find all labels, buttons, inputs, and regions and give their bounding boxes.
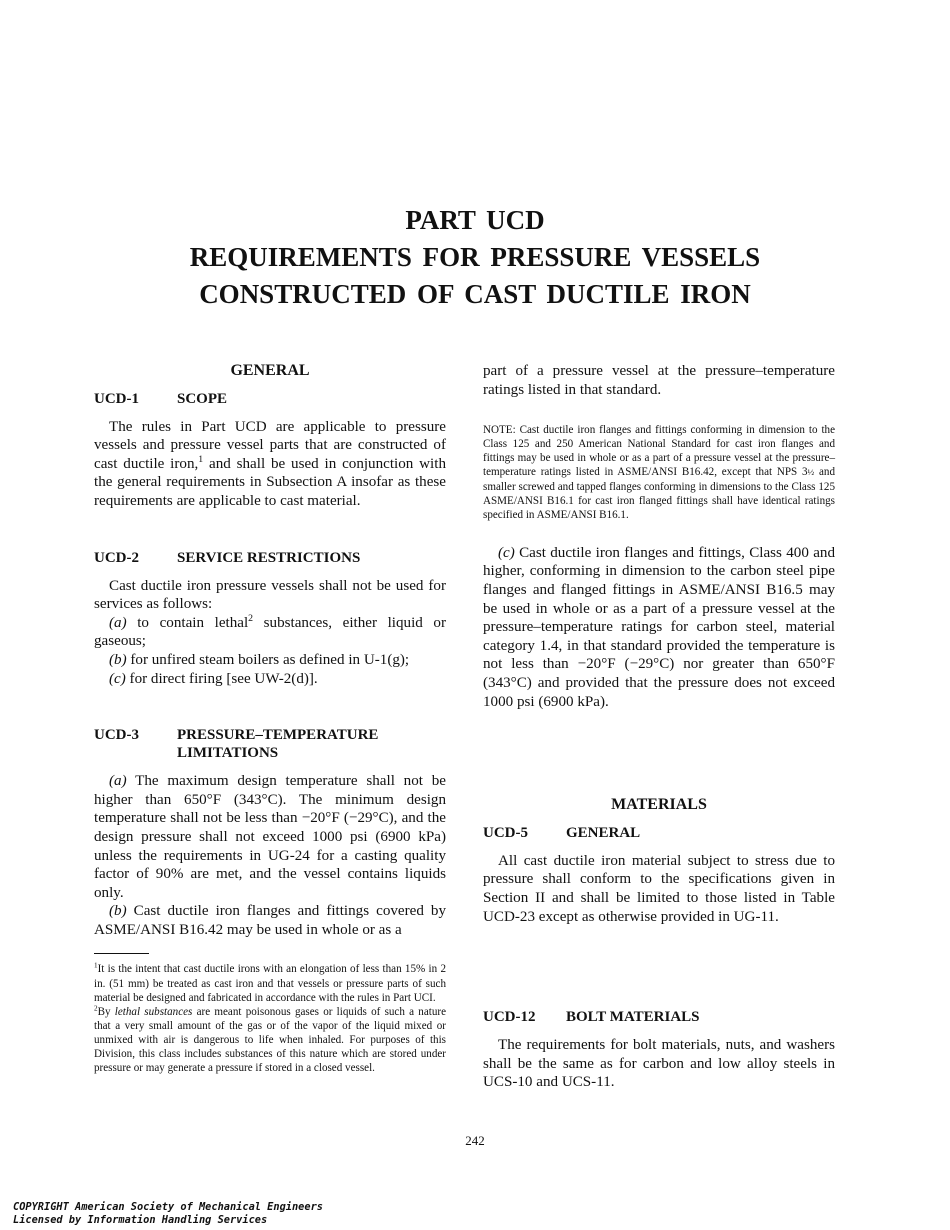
item-c-text: Cast ductile iron flanges and fittings, Class 400 and higher, conforming in dimension to the carbon steel pipe flanges and flanged fittings in ASME/ANSI B16.5 may be used in whole or as a part of a pressure vessel at the pressure–temperature ratings for carbon steel, material category 1.4, in that standard provided the temperature is not less than −20°F (−29°C) nor greater than 650°F (343°C) and provided that the pressure does not exceed 1000 psi (6900 kPa). xyxy=(483,544,835,710)
footnote-2-number: 2 xyxy=(94,1004,98,1013)
copyright-line-2: Licensed by Information Handling Services xyxy=(13,1214,268,1226)
ucd2-heading xyxy=(94,549,446,567)
ucd3-a-text: The maximum design temperature shall not be higher than 650°F (343°C). The minimum design temperature shall not be less than −20°F (−29°C), and the design pressure shall not exceed 1000 psi (6900 kPa) unless the requirements in UG-24 for a casting quality factor of 90% are met, and the vessel contains liquids only. xyxy=(94,773,446,901)
ucd5-paragraph: All cast ductile iron material subject to stress due to pressure shall conform to the specifications given in Section II and shall be limited to those listed in Table UCD-23 except as otherwise provided in UG-11. xyxy=(483,852,835,925)
right-column xyxy=(483,362,835,1092)
footnote-1-text: It is the intent that cast ductile irons with an elongation of less than 15% in 2 in. (51 mm) be treated as cast iron and that vessels or pressure parts of such material be designed and fabricated in accordance with the rules in Part UCI. xyxy=(94,963,446,1004)
ucd3-title-1: PRESSURE–TEMPERATURE xyxy=(177,727,379,744)
ucd2-a-text-2: substances, either liquid or gaseous; xyxy=(94,614,447,650)
ucd3-b-label: (b) xyxy=(109,903,127,920)
ucd12-title: BOLT MATERIALS xyxy=(566,1009,700,1026)
ucd2-a-label: (a) xyxy=(109,614,127,631)
ucd2-a-text-1: to contain lethal xyxy=(126,614,249,631)
continued-paragraph: part of a pressure vessel at the pressure–temperature ratings listed in that standard. xyxy=(483,363,835,398)
footnote-rule xyxy=(94,953,149,954)
ucd3-item-b xyxy=(94,902,446,939)
ucd5-number: UCD-5 xyxy=(483,824,528,841)
ucd12-paragraph: The requirements for bolt materials, nuts, and washers shall be the same as for carbon and low alloy steels in UCS-10 and UCS-11. xyxy=(483,1037,835,1091)
ucd12-heading xyxy=(483,1008,835,1026)
ucd12-number: UCD-12 xyxy=(483,1009,536,1026)
ucd1-title: SCOPE xyxy=(177,390,228,407)
page-title xyxy=(0,202,950,313)
ucd2-c-label: (c) xyxy=(109,670,126,687)
ucd2-item-b xyxy=(94,651,446,670)
ucd3-number: UCD-3 xyxy=(94,727,139,744)
page-number: 242 xyxy=(465,1133,485,1148)
copyright-notice xyxy=(13,1201,323,1227)
footnote-2 xyxy=(94,1005,446,1075)
footnote-ref-2: 2 xyxy=(248,612,254,624)
general-heading: GENERAL xyxy=(230,362,310,379)
copyright-line-1: COPYRIGHT American Society of Mechanical Engineers xyxy=(13,1201,323,1213)
footnote-1-number: 1 xyxy=(94,961,98,970)
ucd2-item-c xyxy=(94,670,446,689)
ucd2-b-text: for unfired steam boilers as defined in U-1(g); xyxy=(126,651,410,668)
note-text-post: and smaller screwed and tapped flanges conforming in dimensions to the Class 125 ASME/ANSI B16.1 for cast iron flanged fittings shall have identical ratings specified in ASME/ANSI B16.1. xyxy=(483,466,835,521)
footnote-ref-1: 1 xyxy=(198,453,204,465)
ucd2-c-text: for direct firing [see UW-2(d)]. xyxy=(125,670,318,687)
ucd5-heading xyxy=(483,824,835,842)
materials-heading: MATERIALS xyxy=(611,796,707,814)
title-line-1: PART UCD xyxy=(405,205,545,235)
ucd3-b-text: Cast ductile iron flanges and fittings covered by ASME/ANSI B16.42 may be used in whole or as a xyxy=(94,903,446,938)
note-fraction: ½ xyxy=(807,467,815,478)
left-column xyxy=(94,362,446,1075)
footnote-1 xyxy=(94,962,446,1004)
ucd3-heading xyxy=(94,726,446,762)
title-line-2: REQUIREMENTS FOR PRESSURE VESSELS xyxy=(189,242,761,272)
ucd3-title xyxy=(177,726,446,762)
ucd2-title: SERVICE RESTRICTIONS xyxy=(177,549,361,566)
ucd3-title-2: LIMITATIONS xyxy=(177,745,279,762)
ucd2-intro: Cast ductile iron pressure vessels shall not be used for services as follows: xyxy=(94,577,446,613)
ucd2-item-a xyxy=(94,614,446,651)
ucd1-paragraph xyxy=(94,418,446,511)
ucd5-title: GENERAL xyxy=(566,824,641,841)
footnote-2-text: are meant poisonous gases or liquids of such a nature that a very small amount of the gas or of the vapor of the liquid mixed or unmixed with air is dangerous to life when inhaled. For purposes of this Division, this class includes substances of this nature which are stored under pressure or may generate a pressure if stored in a closed vessel. xyxy=(94,1005,447,1075)
note-paragraph xyxy=(483,423,835,522)
ucd1-heading xyxy=(94,390,446,408)
ucd3-a-label: (a) xyxy=(109,773,127,790)
ucd1-number: UCD-1 xyxy=(94,390,139,407)
ucd1-text-b: and shall be used in conjunction with the general requirements in Subsection A insofar as these requirements are applicable to cast material. xyxy=(94,455,446,509)
footnote-2-pre: By xyxy=(97,1005,115,1018)
ucd1-text-a: The rules in Part UCD are applicable to pressure vessels and pressure vessel parts that are constructed of cast ductile iron, xyxy=(94,418,446,472)
ucd2-number: UCD-2 xyxy=(94,549,139,566)
ucd2-b-label: (b) xyxy=(109,651,127,668)
item-c-paragraph xyxy=(483,544,835,711)
title-line-3: CONSTRUCTED OF CAST DUCTILE IRON xyxy=(199,279,751,309)
note-text-pre: NOTE: Cast ductile iron flanges and fittings conforming in dimension to the Class 125 and 250 American National Standard for cast iron flanges and fittings may be used in whole or as a part of a pressure vessel at the pressure–temperature ratings listed in ASME/ANSI B16.42, except that NPS 3 xyxy=(483,424,835,479)
ucd3-item-a xyxy=(94,772,446,902)
item-c-label: (c) xyxy=(498,544,515,561)
footnote-2-italic: lethal substances xyxy=(114,1005,193,1018)
